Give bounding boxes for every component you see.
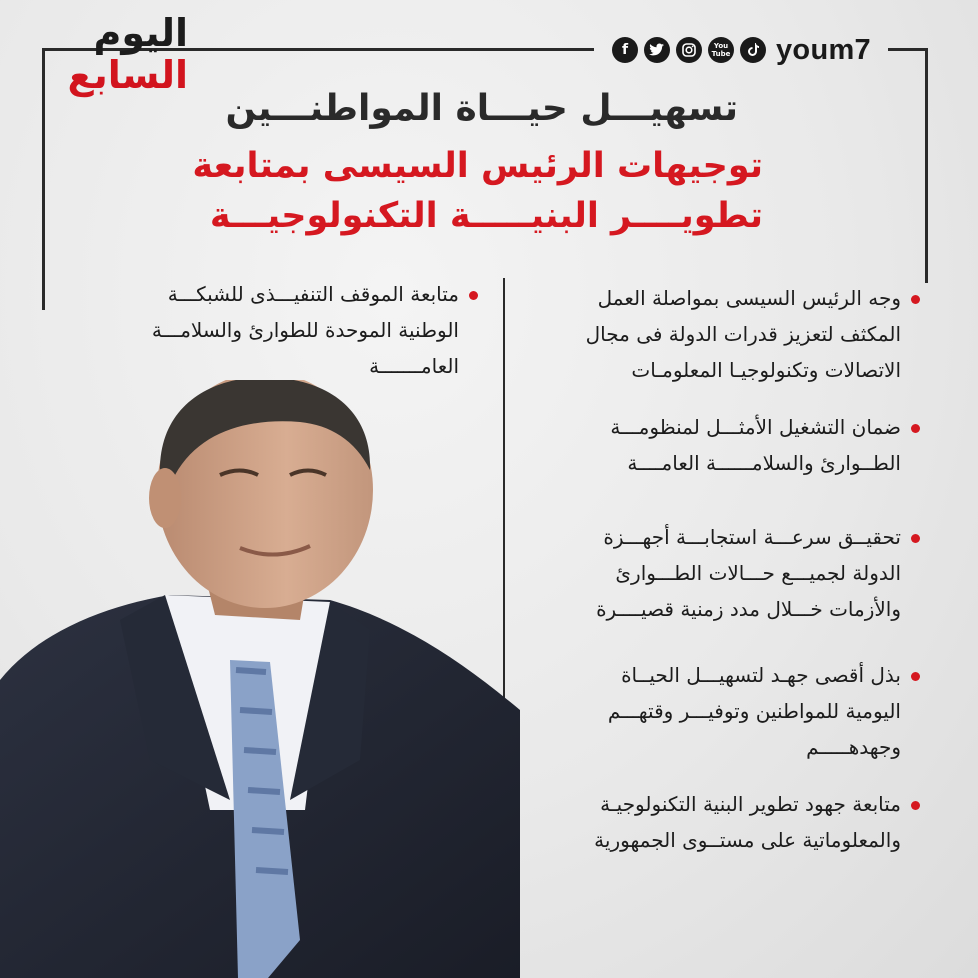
bullet-right-1 [520, 280, 920, 388]
bullet-dot [911, 534, 920, 543]
facebook-icon[interactable]: f [612, 37, 638, 63]
bullet-text: تحقيــق سرعـــة استجابـــة أجهـــزة [603, 525, 901, 549]
bullet-text: وجه الرئيس السيسى بمواصلة العمل [597, 286, 901, 310]
frame-right-border [925, 48, 928, 283]
bullet-text: متابعة الموقف التنفيـــذى للشبكـــة [167, 282, 459, 306]
bullet-text: المكثف لتعزيز قدرات الدولة فى مجال [585, 322, 901, 346]
bullet-text: الدولة لجميـــع حـــالات الطـــوارئ [615, 561, 901, 585]
bullet-text: بذل أقصى جهـد لتسهيـــل الحيــاة [621, 663, 901, 687]
bullet-dot [911, 801, 920, 810]
bullet-left-1 [58, 276, 478, 384]
bullet-text: ضمان التشغيل الأمثـــل لمنظومـــة [610, 415, 901, 439]
bullet-dot [911, 295, 920, 304]
social-bar [612, 30, 902, 70]
bullet-text: الطــوارئ والسلامــــــة العامــــة [627, 451, 901, 475]
youtube-label: You Tube [711, 42, 731, 58]
bullet-text: والمعلوماتية على مستــوى الجمهورية [594, 828, 901, 852]
bullet-right-5 [520, 786, 920, 858]
brand-name: youm7 [776, 33, 871, 66]
bullet-right-3 [520, 519, 920, 627]
subtitle-line-1: توجيهات الرئيس السيسى بمتابعة [192, 146, 763, 186]
bullet-dot [911, 424, 920, 433]
frame-left-border [42, 48, 45, 310]
bullet-text: الاتصالات وتكنولوجيـا المعلومـات [631, 358, 901, 382]
headline-title: تسهيـــل حيـــاة المواطنـــين [225, 88, 738, 129]
instagram-icon[interactable] [676, 37, 702, 63]
bullet-right-4 [520, 657, 920, 765]
bullet-text: العامـــــــة [369, 354, 459, 378]
subtitle-line-2: تطويــــر البنيـــــة التكنولوجيـــة [209, 196, 763, 236]
bullet-text: وجهدهـــــم [806, 735, 901, 759]
bullet-dot [469, 291, 478, 300]
president-portrait [0, 380, 520, 978]
twitter-icon[interactable] [644, 37, 670, 63]
logo-line-1: اليوم [93, 11, 188, 55]
youm7-logo [67, 11, 188, 104]
bullet-right-2 [520, 409, 920, 481]
bullet-text: والأزمات خـــلال مدد زمنية قصيــــرة [596, 597, 901, 621]
youtube-icon[interactable] [708, 37, 734, 63]
bullet-text: اليومية للمواطنين وتوفيـــر وقتهـــم [607, 699, 901, 723]
bullet-text: الوطنية الموحدة للطوارئ والسلامـــة [151, 318, 459, 342]
bullet-text: متابعة جهود تطوير البنية التكنولوجيـة [600, 792, 901, 816]
tiktok-icon[interactable] [740, 37, 766, 63]
bullet-dot [911, 672, 920, 681]
logo-line-2: السابع [67, 53, 188, 97]
